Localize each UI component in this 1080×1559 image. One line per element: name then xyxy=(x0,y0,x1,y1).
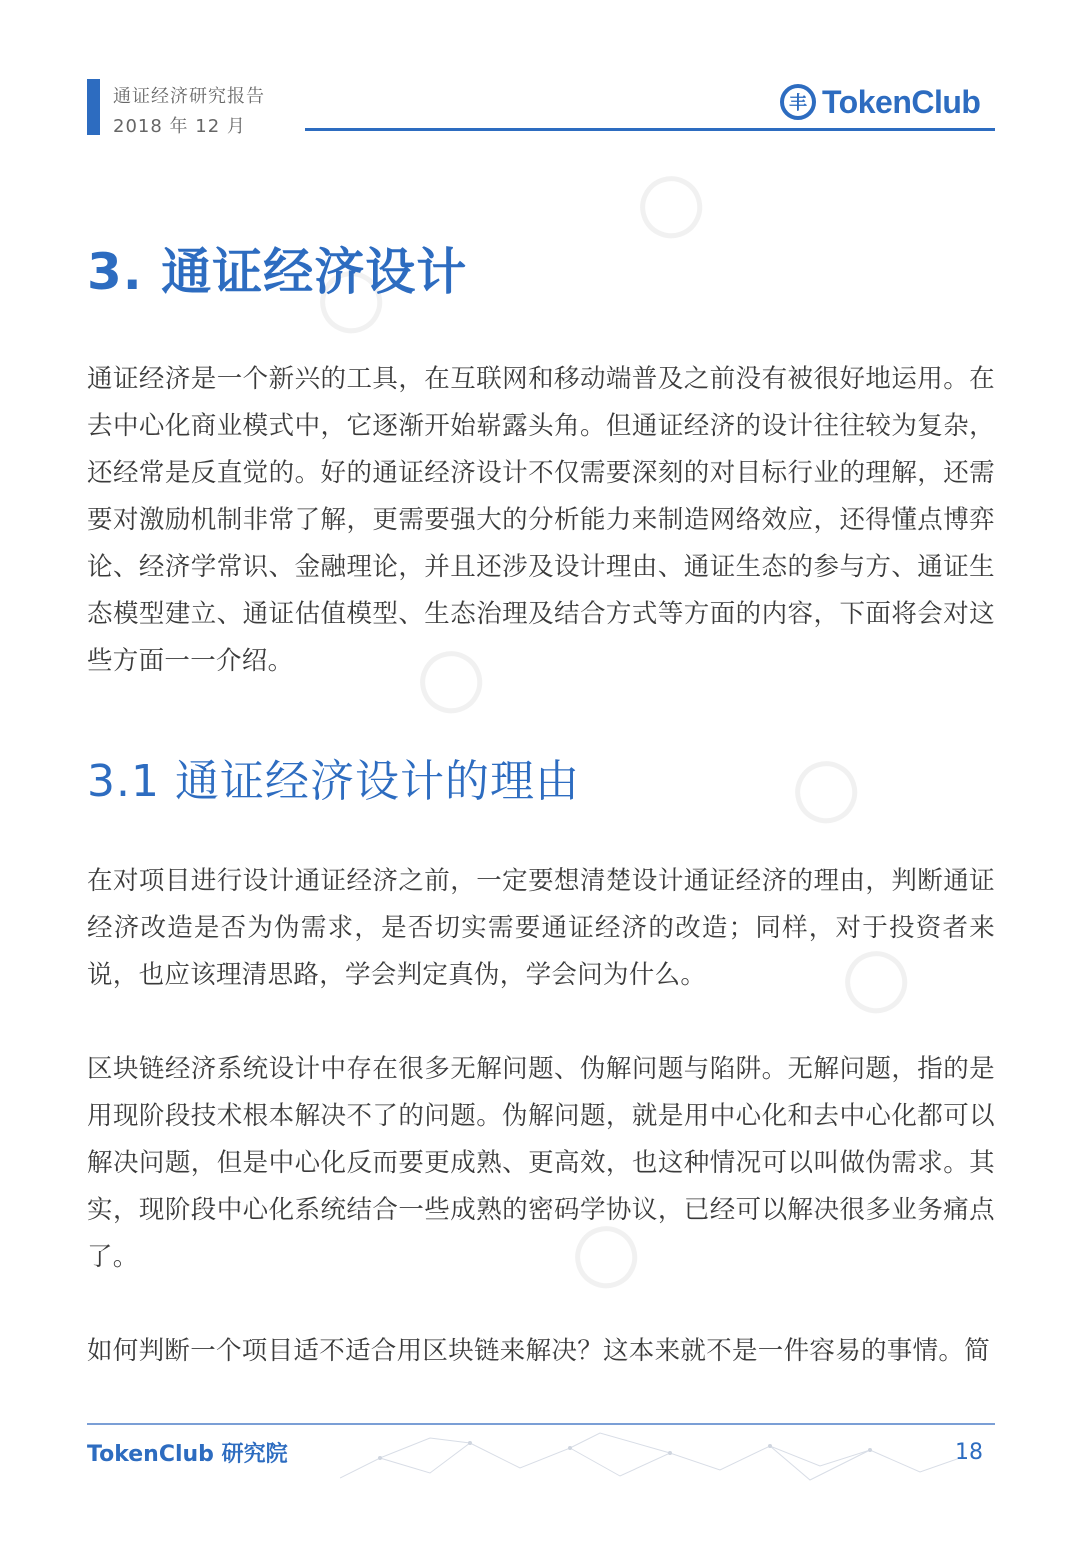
section-paragraph: 通证经济是一个新兴的工具，在互联网和移动端普及之前没有被很好地运用。在去中心化商业模式中，它逐渐开始崭露头角。但通证经济的设计往往较为复杂，还经常是反直觉的。好的通证经济设计不仅需要深刻的对目标行业的理解，还需要对激励机制非常了解，更需要强大的分析能力来制造网络效应，还得懂点博弈论、经济学常识、金融理论，并且还涉及设计理由、通证生态的参与方、通证生态模型建立、通证估值模型、生态治理及结合方式等方面的内容，下面将会对这些方面一一介绍。 xyxy=(87,364,995,676)
page-number: 18 xyxy=(955,1440,983,1465)
section-heading: 3. 通证经济设计 xyxy=(87,243,468,301)
subsection-heading: 3.1 通证经济设计的理由 xyxy=(87,756,580,807)
header-accent-bar xyxy=(87,79,100,135)
subsection-paragraph-2: 区块链经济系统设计中存在很多无解问题、伪解问题与陷阱。无解问题，指的是用现阶段技术根本解决不了的问题。伪解问题，就是用中心化和去中心化都可以解决问题，但是中心化反而要更成熟、更高效，也这种情况可以叫做伪需求。其实，现阶段中心化系统结合一些成熟的密码学协议，已经可以解决很多业务痛点了。 xyxy=(87,1054,995,1272)
watermark-icon xyxy=(632,166,718,247)
subsection-paragraph-1: 在对项目进行设计通证经济之前，一定要想清楚设计通证经济的理由，判断通证经济改造是否为伪需求，是否切实需要通证经济的改造；同样，对于投资者来说，也应该理清思路，学会判定真伪，学会问为什么。 xyxy=(87,866,995,990)
footer-brand: TokenClub 研究院 xyxy=(87,1442,288,1467)
header-divider xyxy=(305,128,995,131)
footer-divider xyxy=(87,1423,995,1425)
report-title: 通证经济研究报告 xyxy=(113,86,265,107)
logo-text: TokenClub xyxy=(822,83,981,120)
watermark-icon xyxy=(787,751,873,832)
network-decoration-icon xyxy=(340,1428,960,1488)
report-date: 2018 年 12 月 xyxy=(113,116,246,137)
tokenclub-logo-icon: 丰 xyxy=(780,84,816,120)
subsection-paragraph-3: 如何判断一个项目适不适合用区块链来解决？这本来就不是一件容易的事情。简 xyxy=(87,1336,991,1366)
tokenclub-logo xyxy=(780,80,980,124)
